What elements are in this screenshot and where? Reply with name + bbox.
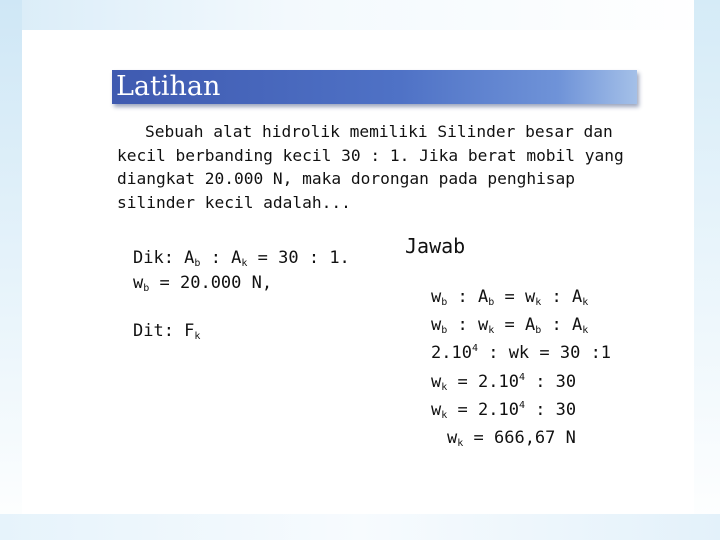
known-weight: $w_b = 20.000$ N, [133, 273, 273, 294]
asked-force: Dit: $F_k$ [133, 321, 201, 342]
decorative-frame-left [0, 0, 22, 540]
answer-step-3: 2.10$^4$ : wk = 30 :1 [431, 343, 612, 363]
answer-step-1: $w_b$ : $A_b = w_k$ : $A_k$ [431, 287, 589, 308]
slide-title: Latihan [116, 71, 221, 102]
answer-step-5: $w_k = 2.10^4$ : 30 [431, 400, 577, 421]
decorative-frame-bottom [0, 514, 720, 540]
decorative-frame-right [694, 0, 720, 540]
problem-line-2: kecil berbanding kecil 30 : 1. Jika berat mobil yang [117, 145, 624, 165]
problem-line-1: Sebuah alat hidrolik memiliki Silinder besar dan [145, 122, 613, 141]
answer-result: $w_k = 666,67$ N [447, 428, 576, 449]
problem-line-3: diangkat 20.000 N, maka dorongan pada penghisap [117, 169, 576, 188]
known-ratio: Dik: $A_b$ : $A_k = 30$ : 1. [133, 248, 350, 269]
problem-line-4: silinder kecil adalah... [117, 192, 351, 212]
decorative-frame-top [0, 0, 720, 30]
answer-heading: Jawab [405, 234, 466, 258]
problem-statement [117, 120, 677, 214]
answer-step-2: $w_b$ : $w_k = A_b$ : $A_k$ [431, 315, 589, 336]
slide-title-bar [112, 70, 637, 104]
answer-step-4: $w_k = 2.10^4$ : 30 [431, 372, 577, 393]
slide-content-area [30, 34, 690, 514]
